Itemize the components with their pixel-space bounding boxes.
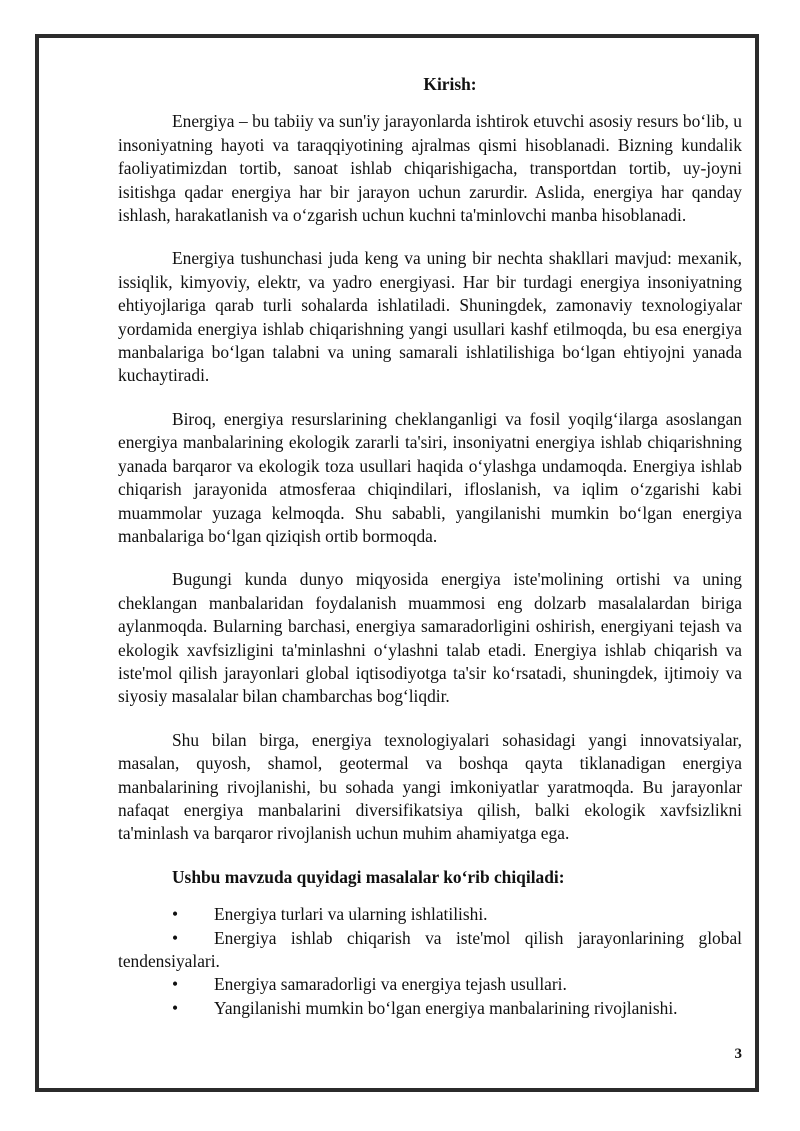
paragraph: Energiya – bu tabiiy va sun'iy jarayonlarda ishtirok etuvchi asosiy resurs bo‘lib, u insoniyatning hayoti va taraqqiyotining ajralmas qismi hisoblanadi. Bizning kundalik faoliyatimizdan tortib, sanoat ishlab chiqarishigacha, transportdan tortib, uy-joyni isitishga qadar energiya har bir jarayon uchun zarurdir. Aslida, energiya har qanday ishlash, harakatlanish va o‘zgarish uchun kuchni ta'minlovchi manba hisoblanadi. [118, 111, 742, 226]
bullet-icon: • [172, 974, 179, 995]
list-item [118, 997, 742, 1020]
topic-list [118, 903, 742, 1020]
page-number: 3 [734, 1046, 742, 1062]
list-item-text: Energiya ishlab chiqarish va iste'mol qilish jarayonlarining global tendensiyalari. [118, 927, 742, 971]
bullet-icon: • [172, 927, 179, 948]
paragraph: Shu bilan birga, energiya texnologiyalari sohasidagi yangi innovatsiyalar, masalan, quyosh, shamol, geotermal va boshqa qayta tiklanadigan energiya manbalarining rivojlanishi, bu sohada yangi imkoniyatlar yaratmoqda. Bu jarayonlar nafaqat energiya manbalarini diversifikatsiya qilish, balki ekologik xavfsizlikni ta'minlash va barqaror rivojlanish uchun muhim ahamiyatga ega. [118, 729, 742, 844]
paragraph: Biroq, energiya resurslarining cheklanganligi va fosil yoqilg‘ilarga asoslangan energiya manbalarining ekologik zararli ta'siri, insoniyatni energiya ishlab chiqarishning yanada barqaror va ekologik toza usullari haqida o‘ylashga undamoqda. Energiya ishlab chiqarish jarayonida atmosferaa chiqindilari, ifloslanish, va iqlim o‘zgarishi kabi muammolar yuzaga kelmoqda. Shu sababli, yangilanishi mumkin bo‘lgan energiya manbalariga bo‘lgan qiziqish ortib bormoqda. [118, 408, 742, 546]
list-item-text: Energiya turlari va ularning ishlatilishi. [214, 904, 488, 925]
bullet-icon: • [172, 904, 179, 925]
list-item-text: Yangilanishi mumkin bo‘lgan energiya manbalarining rivojlanishi. [214, 997, 678, 1018]
bullet-icon: • [172, 997, 179, 1018]
list-item [118, 973, 742, 996]
page-title: Kirish: [423, 74, 477, 94]
list-item [118, 903, 742, 926]
list-item-text: Energiya samaradorligi va energiya tejash usullari. [214, 974, 567, 995]
list-item [118, 927, 742, 974]
document-body [118, 73, 742, 1020]
paragraph: Bugungi kunda dunyo miqyosida energiya iste'molining ortishi va uning cheklangan manbalaridan foydalanish muammosi eng dolzarb masalalardan biriga aylanmoqda. Bularning barchasi, energiya samaradorligini oshirish, energiyani tejash va ekologik xavfsizligini ta'minlashni o‘ylashni talab etadi. Energiya ishlab chiqarish va iste'mol qilish jarayonlari global iqtisodiyotga ta'sir ko‘rsatadi, shuningdek, ijtimoiy va siyosiy masalalar bilan chambarchas bog‘liqdir. [118, 569, 742, 707]
paragraph: Energiya tushunchasi juda keng va uning bir nechta shakllari mavjud: mexanik, issiqlik, kimyoviy, elektr, va yadro energiyasi. Har bir turdagi energiya insoniyatning ehtiyojlariga qarab turli sohalarda ishlatiladi. Shuningdek, zamonaviy texnologiyalar yordamida energiya ishlab chiqarishning yangi usullari kashf etilmoqda, bu esa energiya manbalariga bo‘lgan talabni va uning samarali ishlatilishiga bo‘lgan ehtiyojni yanada kuchaytiradi. [118, 248, 742, 386]
section-subheading: Ushbu mavzuda quyidagi masalalar ko‘rib chiqiladi: [172, 866, 565, 887]
